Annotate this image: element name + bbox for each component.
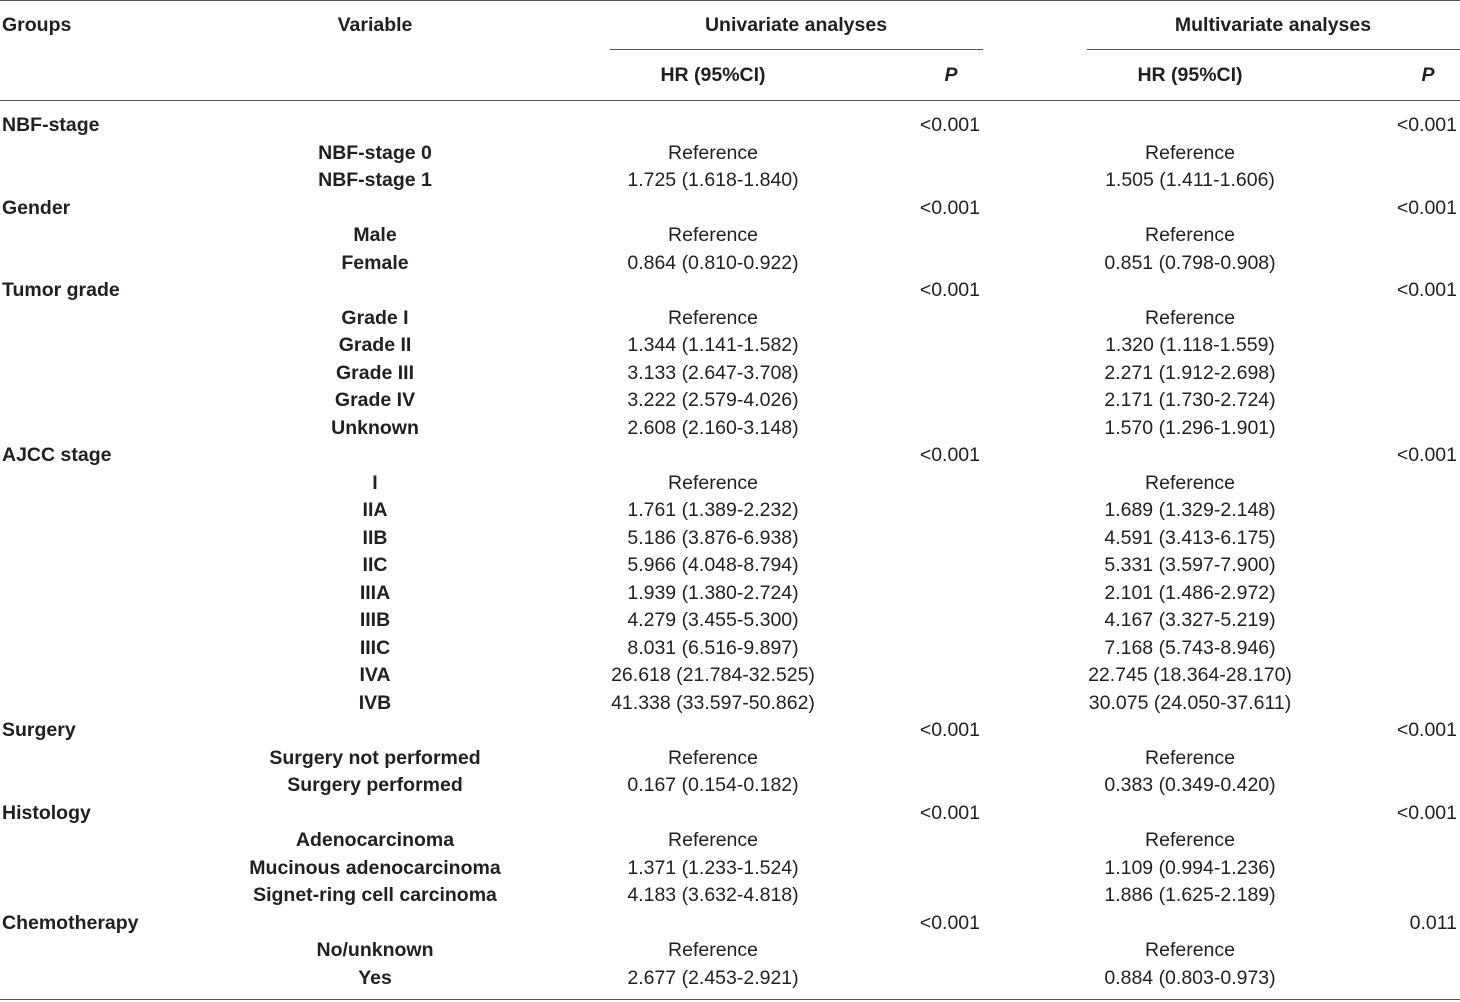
variable-label: Female [341, 251, 409, 274]
header-uni-hr: HR (95%CI) [660, 64, 766, 86]
multivariate-hr: Reference [1145, 306, 1235, 329]
table-row [0, 690, 1460, 718]
group-row [0, 717, 1460, 745]
univariate-hr: 0.864 (0.810-0.922) [627, 251, 799, 274]
table-row [0, 415, 1460, 443]
univariate-p: <0.001 [919, 801, 980, 824]
header-uni-p: P [944, 64, 958, 86]
univariate-p: <0.001 [919, 279, 980, 301]
variable-label: Male [353, 224, 397, 246]
variable-label: Unknown [331, 416, 419, 439]
variable-label: Surgery performed [287, 774, 463, 796]
table-row [0, 965, 1460, 993]
variable-label: IIB [362, 526, 388, 549]
univariate-hr: Reference [668, 746, 758, 769]
multivariate-hr: Reference [1145, 471, 1235, 494]
table-row [0, 772, 1460, 800]
univariate-hr: Reference [668, 829, 758, 851]
univariate-underline [610, 49, 983, 50]
table-row [0, 525, 1460, 553]
table-row [0, 745, 1460, 773]
univariate-p: <0.001 [919, 911, 980, 934]
table-row [0, 607, 1460, 635]
univariate-hr: Reference [668, 224, 758, 246]
table-row [0, 497, 1460, 525]
univariate-p: <0.001 [919, 444, 980, 466]
univariate-hr: 2.677 (2.453-2.921) [627, 966, 799, 989]
multivariate-hr: 1.570 (1.296-1.901) [1104, 416, 1276, 439]
header-univariate: Univariate analyses [704, 14, 888, 36]
univariate-p: <0.001 [919, 114, 980, 136]
multivariate-p: <0.001 [1396, 444, 1457, 466]
univariate-hr: Reference [668, 141, 758, 164]
univariate-hr: 1.761 (1.389-2.232) [627, 499, 799, 521]
group-row [0, 442, 1460, 470]
header-variable: Variable [337, 14, 413, 36]
table-row [0, 937, 1460, 965]
variable-label: Signet-ring cell carcinoma [253, 884, 497, 906]
multivariate-hr: Reference [1145, 939, 1235, 961]
variable-label: IVA [359, 664, 391, 686]
multivariate-p: 0.011 [1409, 911, 1457, 934]
variable-label: Grade III [335, 361, 415, 384]
multivariate-p: <0.001 [1396, 196, 1457, 219]
multivariate-hr: 1.320 (1.118-1.559) [1105, 334, 1275, 356]
univariate-hr: 2.608 (2.160-3.148) [627, 416, 799, 439]
multivariate-underline [1087, 49, 1460, 50]
header-multivariate: Multivariate analyses [1174, 14, 1372, 36]
table-row [0, 552, 1460, 580]
multivariate-hr: 2.271 (1.912-2.698) [1104, 361, 1276, 384]
variable-label: Grade I [341, 306, 409, 329]
table-row [0, 140, 1460, 168]
table-row [0, 882, 1460, 910]
univariate-hr: 3.133 (2.647-3.708) [627, 361, 799, 384]
table-row [0, 855, 1460, 883]
table-row [0, 827, 1460, 855]
group-label: Gender [2, 196, 71, 219]
multivariate-hr: 7.168 (5.743-8.946) [1104, 636, 1276, 659]
group-row [0, 195, 1460, 223]
table-row [0, 580, 1460, 608]
multivariate-p: <0.001 [1396, 719, 1457, 741]
table-row [0, 662, 1460, 690]
table-row [0, 167, 1460, 195]
multivariate-hr: 1.505 (1.411-1.606) [1105, 169, 1275, 191]
variable-label: No/unknown [316, 939, 434, 961]
variable-label: IIIC [359, 636, 391, 659]
variable-label: I [372, 471, 378, 494]
group-label: Surgery [2, 719, 76, 741]
multivariate-hr: 2.101 (1.486-2.972) [1104, 581, 1276, 604]
univariate-hr: 8.031 (6.516-9.897) [627, 636, 799, 659]
table-row [0, 222, 1460, 250]
variable-label: IIC [362, 554, 388, 576]
univariate-hr: 41.338 (33.597-50.862) [611, 691, 815, 714]
univariate-hr: 1.939 (1.380-2.724) [627, 581, 799, 604]
variable-label: NBF-stage 0 [318, 141, 432, 164]
multivariate-p: <0.001 [1396, 801, 1457, 824]
univariate-hr: 1.371 (1.233-1.524) [627, 856, 799, 879]
univariate-hr: 5.186 (3.876-6.938) [627, 526, 799, 549]
table-row [0, 305, 1460, 333]
group-row [0, 800, 1460, 828]
group-label: NBF-stage [2, 114, 100, 136]
univariate-p: <0.001 [919, 196, 980, 219]
variable-label: Grade II [338, 334, 412, 356]
header-groups: Groups [2, 14, 72, 36]
multivariate-hr: 1.886 (1.625-2.189) [1104, 884, 1276, 906]
multivariate-hr: 4.591 (3.413-6.175) [1104, 526, 1276, 549]
table-row [0, 250, 1460, 278]
header-multi-p: P [1421, 64, 1435, 86]
table-row [0, 387, 1460, 415]
multivariate-p: <0.001 [1396, 279, 1457, 301]
group-row [0, 910, 1460, 938]
table-row [0, 360, 1460, 388]
multivariate-hr: 5.331 (3.597-7.900) [1104, 554, 1276, 576]
multivariate-hr: 22.745 (18.364-28.170) [1088, 664, 1292, 686]
univariate-hr: 1.344 (1.141-1.582) [627, 334, 799, 356]
group-row [0, 277, 1460, 305]
multivariate-p: <0.001 [1396, 114, 1457, 136]
multivariate-hr: 30.075 (24.050-37.611) [1088, 691, 1292, 714]
univariate-hr: 4.279 (3.455-5.300) [627, 609, 799, 631]
variable-label: IIIB [359, 609, 391, 631]
univariate-hr: 5.966 (4.048-8.794) [627, 554, 799, 576]
univariate-hr: 3.222 (2.579-4.026) [627, 389, 799, 411]
multivariate-hr: 1.689 (1.329-2.148) [1104, 499, 1276, 521]
variable-label: Surgery not performed [269, 746, 481, 769]
table-row [0, 332, 1460, 360]
multivariate-hr: Reference [1145, 829, 1235, 851]
multivariate-hr: Reference [1145, 224, 1235, 246]
multivariate-hr: 0.383 (0.349-0.420) [1104, 774, 1276, 796]
multivariate-hr: 0.851 (0.798-0.908) [1104, 251, 1276, 274]
univariate-hr: Reference [668, 306, 758, 329]
multivariate-hr: Reference [1145, 746, 1235, 769]
univariate-p: <0.001 [919, 719, 980, 741]
variable-label: IIIA [359, 581, 391, 604]
univariate-hr: Reference [668, 471, 758, 494]
variable-label: IIA [362, 499, 388, 521]
multivariate-hr: 4.167 (3.327-5.219) [1104, 609, 1276, 631]
group-label: Chemotherapy [2, 911, 139, 934]
group-row [0, 112, 1460, 140]
univariate-hr: 0.167 (0.154-0.182) [627, 774, 799, 796]
variable-label: IVB [358, 691, 392, 714]
group-label: Histology [2, 801, 91, 824]
multivariate-hr: Reference [1145, 141, 1235, 164]
univariate-hr: 26.618 (21.784-32.525) [611, 664, 815, 686]
variable-label: NBF-stage 1 [318, 169, 432, 191]
multivariate-hr: 1.109 (0.994-1.236) [1104, 856, 1276, 879]
bottom-rule [0, 999, 1460, 1000]
table-row [0, 635, 1460, 663]
univariate-hr: 4.183 (3.632-4.818) [627, 884, 799, 906]
variable-label: Mucinous adenocarcinoma [249, 856, 501, 879]
header-multi-hr: HR (95%CI) [1137, 64, 1243, 86]
variable-label: Yes [358, 966, 392, 989]
table-row [0, 470, 1460, 498]
top-rule [0, 0, 1460, 1]
multivariate-hr: 0.884 (0.803-0.973) [1104, 966, 1276, 989]
multivariate-hr: 2.171 (1.730-2.724) [1104, 389, 1276, 411]
variable-label: Adenocarcinoma [295, 829, 455, 851]
variable-label: Grade IV [334, 389, 416, 411]
table-body [0, 112, 1460, 992]
header-rule [0, 100, 1460, 101]
group-label: AJCC stage [2, 444, 112, 466]
univariate-hr: 1.725 (1.618-1.840) [627, 169, 799, 191]
group-label: Tumor grade [2, 279, 120, 301]
univariate-hr: Reference [668, 939, 758, 961]
